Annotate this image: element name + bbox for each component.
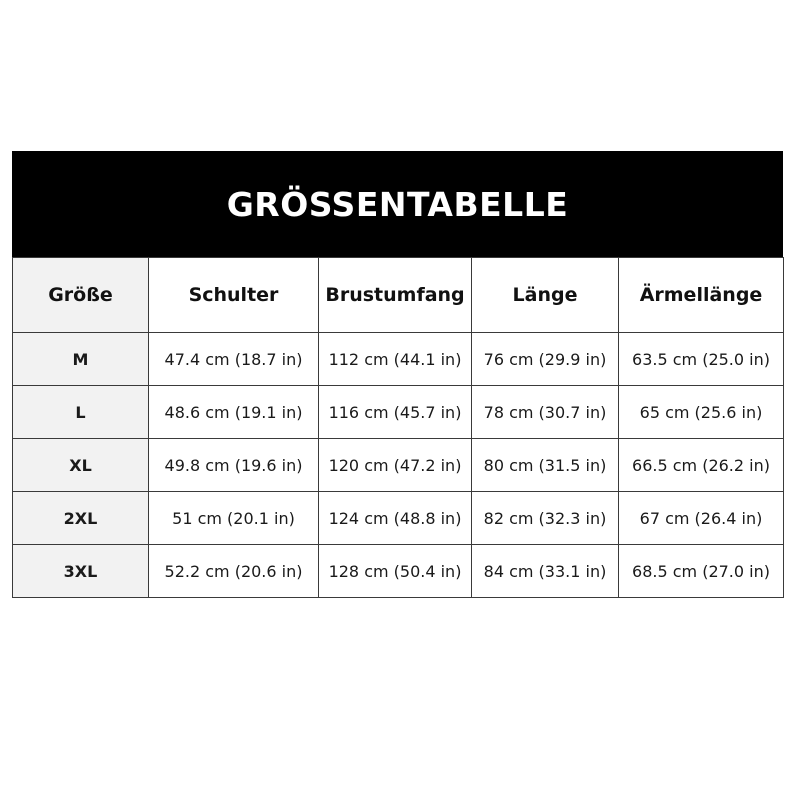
chest-value: 112 cm (44.1 in)	[319, 333, 472, 386]
table-row	[13, 333, 784, 386]
size-label: 3XL	[13, 545, 149, 598]
size-label: M	[13, 333, 149, 386]
length-value: 76 cm (29.9 in)	[472, 333, 619, 386]
size-table	[12, 257, 784, 598]
header-size: Größe	[13, 258, 149, 333]
table-row	[13, 545, 784, 598]
sleeve-value: 65 cm (25.6 in)	[619, 386, 784, 439]
shoulder-value: 51 cm (20.1 in)	[149, 492, 319, 545]
sleeve-value: 68.5 cm (27.0 in)	[619, 545, 784, 598]
header-shoulder: Schulter	[149, 258, 319, 333]
chest-value: 120 cm (47.2 in)	[319, 439, 472, 492]
header-sleeve: Ärmellänge	[619, 258, 784, 333]
table-row	[13, 386, 784, 439]
sleeve-value: 67 cm (26.4 in)	[619, 492, 784, 545]
shoulder-value: 48.6 cm (19.1 in)	[149, 386, 319, 439]
length-value: 80 cm (31.5 in)	[472, 439, 619, 492]
size-label: XL	[13, 439, 149, 492]
length-value: 78 cm (30.7 in)	[472, 386, 619, 439]
shoulder-value: 47.4 cm (18.7 in)	[149, 333, 319, 386]
size-label: L	[13, 386, 149, 439]
chart-title: GRÖSSENTABELLE	[12, 151, 783, 257]
chest-value: 128 cm (50.4 in)	[319, 545, 472, 598]
size-chart	[12, 151, 783, 598]
length-value: 82 cm (32.3 in)	[472, 492, 619, 545]
size-label: 2XL	[13, 492, 149, 545]
table-row	[13, 439, 784, 492]
table-row	[13, 492, 784, 545]
header-length: Länge	[472, 258, 619, 333]
shoulder-value: 49.8 cm (19.6 in)	[149, 439, 319, 492]
chest-value: 124 cm (48.8 in)	[319, 492, 472, 545]
sleeve-value: 63.5 cm (25.0 in)	[619, 333, 784, 386]
header-chest: Brustumfang	[319, 258, 472, 333]
shoulder-value: 52.2 cm (20.6 in)	[149, 545, 319, 598]
sleeve-value: 66.5 cm (26.2 in)	[619, 439, 784, 492]
length-value: 84 cm (33.1 in)	[472, 545, 619, 598]
header-row	[13, 258, 784, 333]
chest-value: 116 cm (45.7 in)	[319, 386, 472, 439]
